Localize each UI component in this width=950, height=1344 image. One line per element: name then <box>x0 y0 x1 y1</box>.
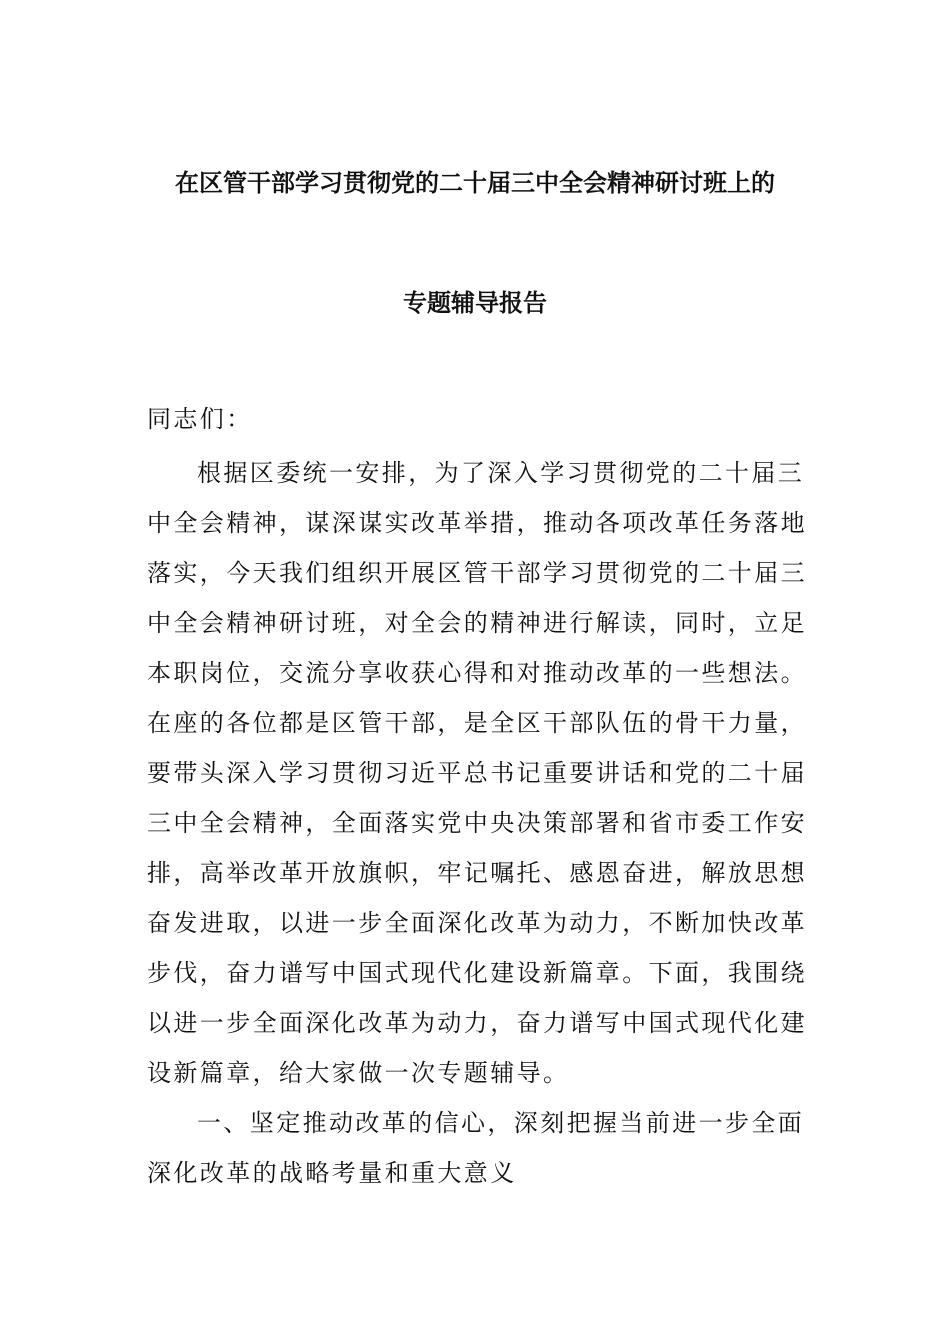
document-title-line-2: 专题辅导报告 <box>403 289 547 317</box>
body-line: 中全会精神研讨班，对全会的精神进行解读，同时，立足 <box>147 609 807 637</box>
body-line: 奋发进取，以进一步全面深化改革为动力，不断加快改革 <box>147 909 807 937</box>
body-line: 以进一步全面深化改革为动力，奋力谱写中国式现代化建 <box>147 1009 807 1037</box>
body-line: 排，高举改革开放旗帜，牢记嘱托、感恩奋进，解放思想 <box>147 859 807 887</box>
body-line: 本职岗位，交流分享收获心得和对推动改革的一些想法。 <box>147 659 807 687</box>
body-line: 步伐，奋力谱写中国式现代化建设新篇章。下面，我围绕 <box>147 959 807 987</box>
section-heading-line: 深化改革的战略考量和重大意义 <box>147 1159 517 1187</box>
body-line: 三中全会精神，全面落实党中央决策部署和省市委工作安 <box>147 809 807 837</box>
section-heading-line: 一、坚定推动改革的信心，深刻把握当前进一步全面 <box>197 1109 805 1137</box>
body-line: 设新篇章，给大家做一次专题辅导。 <box>147 1059 570 1087</box>
document-title-line-1: 在区管干部学习贯彻党的二十届三中全会精神研讨班上的 <box>175 169 775 197</box>
body-line: 在座的各位都是区管干部，是全区干部队伍的骨干力量， <box>147 709 807 737</box>
salutation: 同志们： <box>147 405 253 433</box>
body-line: 要带头深入学习贯彻习近平总书记重要讲话和党的二十届 <box>147 759 807 787</box>
body-line: 根据区委统一安排，为了深入学习贯彻党的二十届三 <box>197 459 805 487</box>
body-line: 落实，今天我们组织开展区管干部学习贯彻党的二十届三 <box>147 559 807 587</box>
body-line: 中全会精神，谋深谋实改革举措，推动各项改革任务落地 <box>147 509 807 537</box>
